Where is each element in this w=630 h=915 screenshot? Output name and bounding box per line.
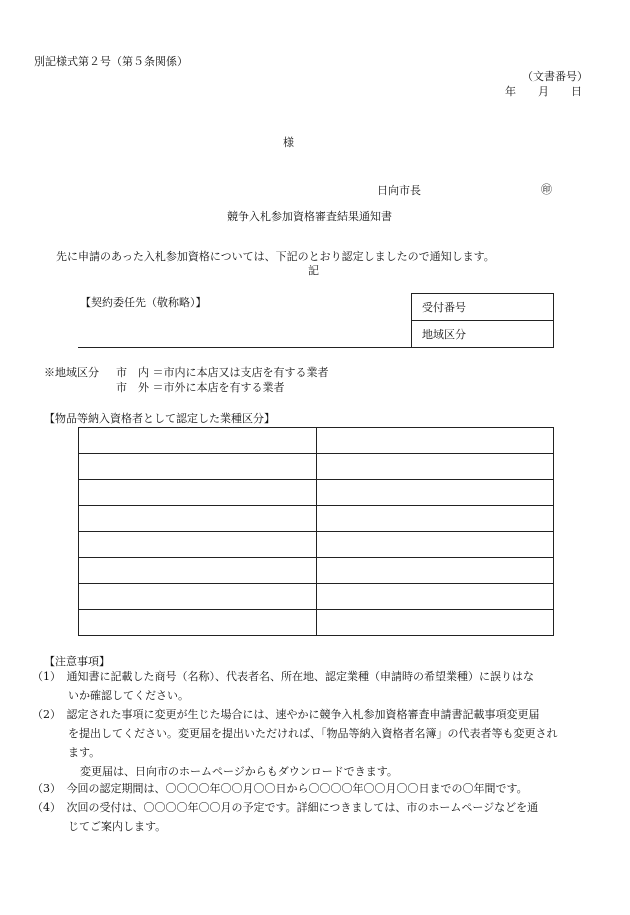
category-row [79,558,554,584]
category-row [79,610,554,636]
contract-underline [78,347,412,348]
note-1-line-2: いか確認してください。 [68,689,189,702]
category-cell-right [316,454,554,480]
category-cell-left [79,454,317,480]
category-cell-right [316,558,554,584]
intro-text: 先に申請のあった入札参加資格については、下記のとおり認定しましたので通知します。 [56,250,495,263]
notes-heading: 【注意事項】 [44,655,110,668]
category-cell-left [79,532,317,558]
addressee-suffix: 様 [283,136,294,149]
category-cell-right [316,610,554,636]
category-row [79,532,554,558]
category-cell-right [316,532,554,558]
info-table [411,293,554,348]
category-cell-left [79,506,317,532]
contract-label: 【契約委任先（敬称略）】 [80,296,207,309]
document-title: 競争入札参加資格審査結果通知書 [227,210,392,223]
category-cell-left [79,610,317,636]
note-2-line-4: 変更届は、日向市のホームページからもダウンロードできます。 [80,765,398,778]
note-4-line-2: じてご案内します。 [68,820,167,833]
ki-label: 記 [308,264,319,277]
region-note-line1: 市 内 ＝市内に本店又は支店を有する業者 [116,366,329,379]
document-number: （文書番号） [522,70,588,83]
category-cell-right [316,584,554,610]
category-cell-right [316,506,554,532]
category-row [79,454,554,480]
category-table [78,427,554,636]
category-cell-right [316,428,554,454]
issuer-name: 日向市長 [377,184,421,197]
info-row-region [412,321,554,348]
note-2-line-3: ます。 [68,746,101,759]
region-note-prefix: ※地域区分 [44,366,99,379]
region-category-label: 地域区分 [412,321,554,348]
category-row [79,428,554,454]
note-2-line-1: （2） 認定された事項に変更が生じた場合には、速やかに競争入札参加資格審査申請書記載事項変更届 [32,708,540,721]
info-row-reception [412,294,554,321]
region-note-line2: 市 外 ＝市外に本店を有する業者 [116,381,285,394]
note-4-line-1: （4） 次回の受付は、〇〇〇〇年〇〇月の予定です。詳細につきましては、市のホームページなどを通 [32,801,539,814]
note-3: （3） 今回の認定期間は、〇〇〇〇年〇〇月〇〇日から〇〇〇〇年〇〇月〇〇日までの〇年間です。 [32,782,528,795]
category-row [79,506,554,532]
category-cell-left [79,428,317,454]
date-line: 年 月 日 [505,85,582,98]
reception-number-label: 受付番号 [412,294,554,321]
category-cell-left [79,480,317,506]
category-heading: 【物品等納入資格者として認定した業種区分】 [44,412,275,425]
category-cell-right [316,480,554,506]
seal-mark: ㊞ [541,183,552,196]
category-row [79,584,554,610]
category-row [79,480,554,506]
form-label: 別記様式第２号（第５条関係） [34,55,188,68]
note-2-line-2: を提出してください。変更届を提出いただければ、「物品等納入資格者名簿」の代表者等も変更され [68,727,558,740]
note-1-line-1: （1） 通知書に記載した商号（名称）、代表者名、所在地、認定業種（申請時の希望業種）に誤りはな [32,670,534,683]
category-cell-left [79,558,317,584]
category-cell-left [79,584,317,610]
